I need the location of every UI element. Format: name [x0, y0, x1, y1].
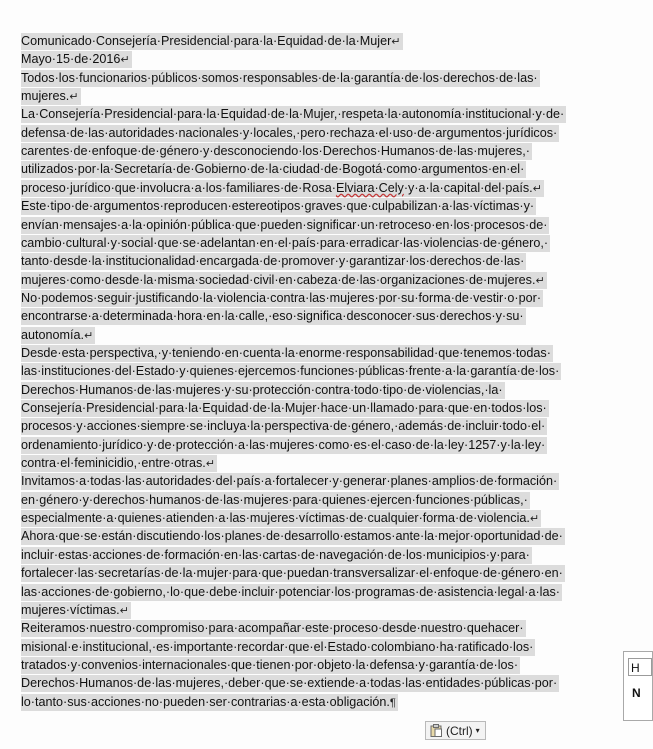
line-text: misional·e·institucional,·es·importante·recordar·que·el·Estado·colombiano·ha·ratificado·los·	[21, 639, 534, 654]
line-text: ordenamiento·jurídico·y·de·protección·a·las·mujeres·como·es·el·caso·de·la·ley·1257·y·la·ley·	[21, 437, 546, 452]
text-line[interactable]	[21, 235, 550, 252]
text-line[interactable]	[21, 510, 541, 527]
line-text: autonomía.	[21, 327, 85, 342]
text-line[interactable]	[21, 33, 403, 50]
text-line[interactable]	[21, 106, 566, 123]
line-text-after: ·y·a·la·capital·del·país.	[403, 180, 533, 195]
text-line[interactable]	[21, 70, 540, 87]
text-line[interactable]	[21, 657, 520, 674]
text-line[interactable]	[21, 198, 536, 215]
line-text: La·Consejería·Presidencial·para·la·Equidad·de·la·Mujer,·respeta·la·autonomía·institucional·y·de·	[21, 107, 565, 122]
line-text: Desde·esta·perspectiva,·y·teniendo·en·cuenta·la·enorme·responsabilidad·que·tenemos·todas·	[21, 345, 551, 360]
text-line[interactable]	[21, 694, 398, 711]
mini-toolbar-label[interactable]: N	[632, 686, 641, 700]
text-line[interactable]	[21, 345, 553, 362]
line-text: proceso·jurídico·que·involucra·a·los·familiares·de·Rosa·	[21, 180, 336, 195]
text-line[interactable]	[21, 400, 549, 417]
text-line[interactable]	[21, 327, 95, 344]
text-line[interactable]	[21, 272, 547, 289]
spellcheck-underlined-text[interactable]: Elviara·Cely	[335, 180, 404, 195]
paste-options-button[interactable]	[425, 721, 486, 740]
text-line[interactable]	[21, 455, 217, 472]
text-line[interactable]	[21, 290, 543, 307]
line-text: Comunicado·Consejería·Presidencial·para·la·Equidad·de·la·Mujer	[21, 34, 392, 48]
text-line[interactable]	[21, 565, 565, 582]
line-text: Este·tipo·de·argumentos·reproducen·estereotipos·graves·que·culpabilizan·a·las·víctimas·y·	[21, 199, 535, 214]
text-line[interactable]	[21, 88, 81, 105]
text-line[interactable]	[21, 143, 532, 160]
line-text: tanto·desde·la·institucionalidad·encargada·de·promover·y·garantizar·los·derechos·de·las·	[21, 254, 525, 269]
text-line[interactable]	[21, 473, 559, 490]
line-break-mark-icon: ↵	[391, 36, 401, 48]
paste-options-label: (Ctrl)	[446, 723, 473, 738]
text-line[interactable]	[21, 547, 532, 564]
line-break-mark-icon: ↵	[529, 513, 540, 526]
text-line[interactable]	[21, 639, 535, 656]
text-line[interactable]	[21, 363, 561, 380]
line-text: Ahora·que·se·están·discutiendo·los·planes·de·desarrollo·estamos·ante·la·mejor·oportunidad·de·	[21, 529, 563, 544]
text-line[interactable]	[21, 253, 526, 270]
text-line[interactable]	[21, 125, 559, 142]
clipboard-icon	[430, 724, 442, 737]
line-break-mark-icon: ↵	[119, 604, 129, 617]
line-text: especialmente·a·quienes·atienden·a·las·mujeres·víctimas·de·cualquier·forma·de·violencia.	[21, 511, 530, 526]
line-text: Derechos·Humanos·de·las·mujeres,·deber·que·se·extiende·a·todas·las·entidades·públicas·por·	[21, 676, 558, 691]
line-text: en·género·y·derechos·humanos·de·las·mujeres·para·quienes·ejercen·funciones·públicas,·	[21, 492, 528, 507]
font-style-field[interactable]: H	[628, 658, 652, 676]
line-text: Derechos·Humanos·de·las·mujeres·y·su·protección·contra·todo·tipo·de·violencias,·la·	[21, 382, 503, 397]
text-line[interactable]	[21, 180, 544, 197]
line-text: mujeres·como·desde·la·misma·sociedad·civil·en·cabeza·de·las·organizaciones·de·mujeres.	[21, 272, 536, 287]
chevron-down-icon: ▾	[475, 726, 480, 735]
line-text: procesos·y·acciones·siempre·se·incluya·la·perspectiva·de·género,·además·de·incluir·todo·el·	[21, 419, 546, 434]
line-text: cambio·cultural·y·social·que·se·adelantan·en·el·país·para·erradicar·las·violencias·de·género,·	[21, 235, 549, 250]
text-line[interactable]	[21, 675, 559, 692]
text-line[interactable]	[21, 492, 530, 509]
line-text: encontrarse·a·determinada·hora·en·la·calle,·eso·significa·desconocer·sus·derechos·y·su·	[21, 309, 524, 324]
line-text: incluir·estas·acciones·de·formación·en·las·cartas·de·navegación·de·los·municipios·y·para·	[21, 547, 530, 562]
text-line[interactable]	[21, 308, 526, 325]
line-break-mark-icon: ↵	[535, 274, 545, 287]
line-text: Invitamos·a·todas·las·autoridades·del·país·a·fortalecer·y·generar·planes·amplios·de·formación·	[21, 474, 558, 489]
line-break-mark-icon: ↵	[205, 458, 215, 471]
line-text: fortalecer·las·secretarías·de·la·mujer·para·que·puedan·transversalizar·el·enfoque·de·género·en·	[21, 566, 563, 581]
paragraph-mark-icon: ¶	[389, 696, 396, 709]
line-text: contra·el·feminicidio,·entre·otras.	[21, 456, 206, 471]
line-text: mujeres·víctimas.	[21, 602, 120, 617]
text-line[interactable]	[21, 418, 547, 435]
text-line[interactable]	[21, 602, 131, 619]
text-line[interactable]	[21, 584, 562, 601]
text-line[interactable]	[21, 437, 547, 454]
text-line[interactable]	[21, 161, 526, 178]
mini-toolbar	[623, 651, 653, 721]
line-text: No·podemos·seguir·justificando·la·violencia·contra·las·mujeres·por·su·forma·de·vestir·o·por·	[21, 290, 542, 305]
line-text: mujeres.	[21, 89, 70, 104]
line-text: defensa·de·las·autoridades·nacionales·y·locales,·pero·rechaza·el·uso·de·argumentos·jurídicos·	[21, 125, 558, 140]
line-text: Consejería·Presidencial·para·la·Equidad·de·la·Mujer·hace·un·llamado·para·que·en·todos·los·	[21, 401, 547, 415]
line-break-mark-icon: ↵	[69, 91, 79, 104]
line-text: tratados·y·convenios·internacionales·que·tienen·por·objeto·la·defensa·y·garantía·de·los·	[21, 657, 519, 672]
line-break-mark-icon: ↵	[120, 54, 130, 67]
text-line[interactable]	[21, 51, 132, 68]
line-text: utilizados·por·la·Secretaría·de·Gobierno·de·la·ciudad·de·Bogotá·como·argumentos·en·el·	[21, 162, 525, 177]
line-text: las·acciones·de·gobierno,·lo·que·debe·incluir·potenciar·los·programas·de·asistencia·legal·a·las·	[21, 584, 560, 599]
text-line[interactable]	[21, 382, 505, 399]
line-text: Todos·los·funcionarios·públicos·somos·responsables·de·la·garantía·de·los·derechos·de·las·	[21, 70, 538, 85]
line-text: Reiteramos·nuestro·compromiso·para·acompañar·este·proceso·desde·nuestro·quehacer·	[21, 621, 524, 636]
line-break-mark-icon: ↵	[532, 182, 542, 195]
line-break-mark-icon: ↵	[84, 329, 94, 342]
line-text: lo·tanto·sus·acciones·no·pueden·ser·contrarias·a·esta·obligación.	[21, 694, 390, 709]
text-line[interactable]	[21, 620, 526, 637]
line-text: carentes·de·enfoque·de·género·y·desconociendo·los·Derechos·Humanos·de·las·mujeres,·	[21, 144, 530, 159]
line-text: las·instituciones·del·Estado·y·quienes·ejercemos·funciones·públicas·frente·a·la·garantía·de·los·	[21, 364, 560, 379]
line-text: Mayo·15·de·2016	[21, 52, 121, 67]
text-line[interactable]	[21, 528, 565, 545]
text-line[interactable]	[21, 217, 549, 234]
line-text: envían·mensajes·a·la·opinión·pública·que·pueden·significar·un·retroceso·en·los·procesos·de·	[21, 217, 548, 232]
